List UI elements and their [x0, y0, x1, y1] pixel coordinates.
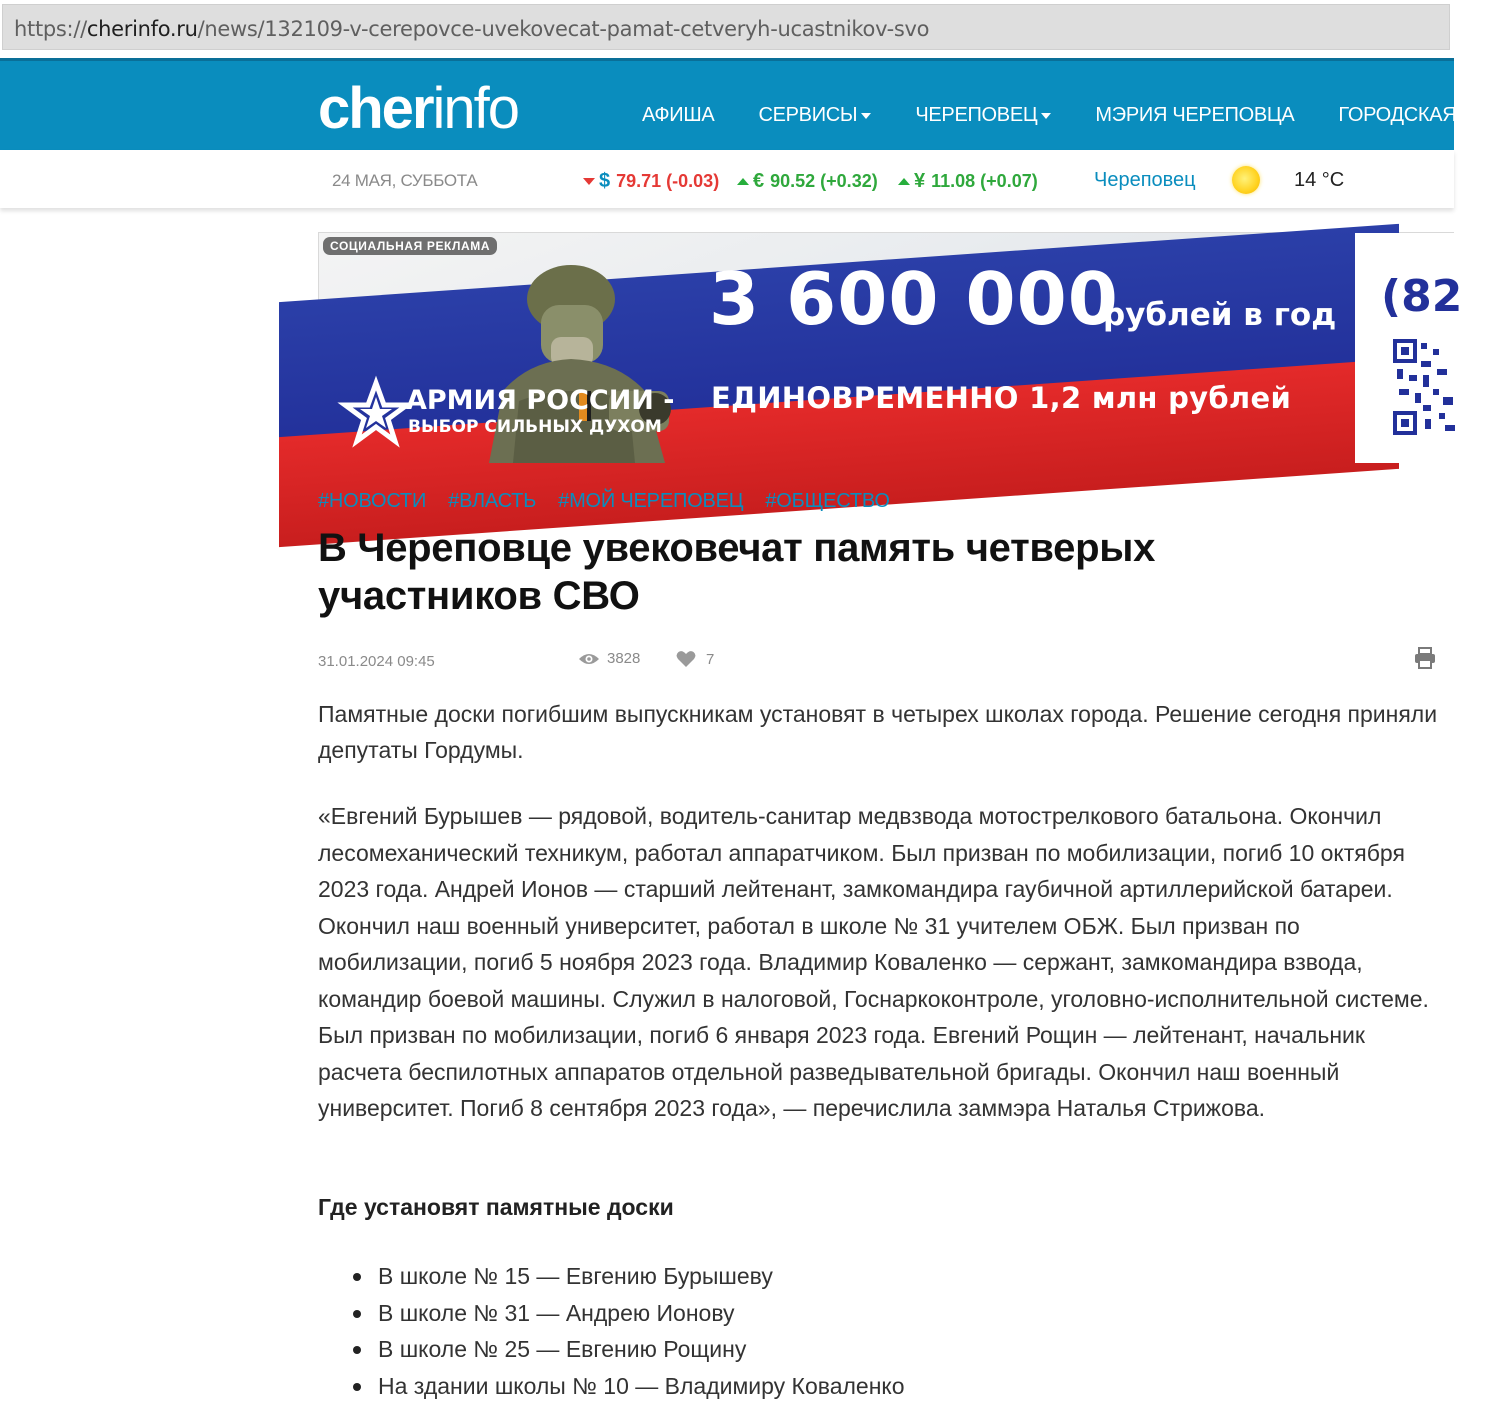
site-header [0, 58, 1457, 150]
rate-value: 90.52 (+0.32) [770, 171, 878, 191]
star-icon [344, 381, 408, 441]
ad-once-label: ЕДИНОВРЕМЕННО [711, 381, 1019, 415]
bullet-icon [353, 1310, 361, 1318]
like-button[interactable] [676, 650, 714, 668]
caret-down-icon [861, 113, 871, 119]
list-item-text: На здании школы № 10 — Владимиру Коваленко [378, 1372, 905, 1399]
trend-down-icon [583, 178, 595, 185]
ad-banner[interactable] [318, 232, 1463, 462]
bullet-icon [353, 1273, 361, 1281]
nav-item-city-hall[interactable] [1095, 104, 1294, 127]
plaque-list [318, 1258, 905, 1404]
ad-amount: 3 600 000 [709, 257, 1119, 341]
main-nav [642, 104, 1500, 127]
list-item [318, 1368, 905, 1405]
rate-value: 79.71 (-0.03) [616, 171, 720, 191]
sun-icon [1232, 166, 1260, 194]
current-date: 24 МАЯ, СУББОТА [332, 171, 478, 190]
nav-label: АФИША [642, 104, 715, 126]
views-value: 3828 [607, 650, 641, 667]
tag-link[interactable]: #НОВОСТИ [318, 490, 427, 512]
view-count [578, 650, 640, 667]
list-item-text: В школе № 15 — Евгению Бурышеву [378, 1263, 773, 1289]
url-text[interactable] [14, 17, 929, 41]
bullet-icon [353, 1383, 361, 1391]
likes-value: 7 [706, 650, 715, 668]
ad-once-value: 1,2 млн рублей [1029, 381, 1292, 415]
address-bar[interactable] [2, 4, 1450, 50]
eur-rate [737, 170, 878, 193]
heart-icon [676, 650, 696, 668]
tag-link[interactable]: #МОЙ ЧЕРЕПОВЕЦ [558, 490, 744, 512]
print-icon[interactable] [1414, 647, 1436, 669]
nav-label: СЕРВИСЫ [758, 104, 858, 126]
logo-bold-part: cher [318, 76, 433, 141]
ad-phone: (82 [1381, 271, 1463, 322]
trend-up-icon [898, 178, 910, 185]
bullet-icon [353, 1346, 361, 1354]
article-title: В Череповце увековечат память четверых участников СВО [318, 526, 1156, 618]
nav-label: ГОРОДСКАЯ [1338, 104, 1457, 126]
currency-symbol: € [753, 170, 765, 192]
ad-badge: СОЦИАЛЬНАЯ РЕКЛАМА [323, 237, 497, 255]
list-item-text: В школе № 31 — Андрею Ионову [378, 1299, 735, 1326]
logo-light-part: info [432, 76, 519, 141]
url-path: /news/132109-v-cerepovce-uvekovecat-pamat-cetveryh-ucastnikov-svo [197, 17, 930, 41]
nav-item-afisha[interactable] [642, 104, 714, 127]
usd-rate [583, 170, 719, 193]
nav-item-city[interactable] [1338, 104, 1456, 127]
trend-up-icon [737, 178, 749, 185]
article-lead: Памятные доски погибшим выпускникам установят в четырех школах города. Решение сегодня приняли депутаты Гордумы. [318, 701, 1438, 763]
nav-item-services[interactable] [758, 104, 871, 127]
article-tags [318, 490, 912, 513]
tag-link[interactable]: #ОБЩЕСТВО [765, 490, 890, 512]
city-link[interactable]: Череповец [1094, 169, 1196, 191]
army-line1: АРМИЯ РОССИИ - [406, 385, 675, 416]
url-host: cherinfo.ru [86, 17, 198, 41]
info-bar [0, 150, 1454, 208]
nav-label: ЧЕРЕПОВЕЦ [915, 104, 1038, 126]
caret-down-icon [1041, 113, 1051, 119]
url-scheme: https:// [14, 17, 87, 41]
list-item-text: В школе № 25 — Евгению Рощину [378, 1336, 747, 1362]
cny-rate [898, 170, 1038, 193]
eye-icon [578, 652, 600, 666]
army-line2: ВЫБОР СИЛЬНЫХ ДУХОМ [408, 417, 662, 437]
ad-per-year: рублей в год [1103, 297, 1337, 333]
site-logo[interactable] [318, 77, 518, 141]
qr-code-icon [1393, 339, 1459, 435]
article-datetime: 31.01.2024 09:45 [318, 653, 435, 670]
currency-symbol: $ [599, 170, 611, 192]
ad-once [711, 381, 1291, 415]
temperature: 14 °C [1294, 169, 1345, 191]
rate-value: 11.08 (+0.07) [931, 171, 1038, 191]
tag-link[interactable]: #ВЛАСТЬ [448, 490, 537, 512]
nav-item-cherepovets[interactable] [915, 104, 1051, 127]
nav-label: МЭРИЯ ЧЕРЕПОВЦА [1095, 104, 1295, 126]
article-quote: «Евгений Бурышев — рядовой, водитель-санитар медвзвода мотострелкового батальона. Окончил лесомеханический техникум, работал аппаратчиком. Был призван по мобилизации, погиб 10 октября 2023 года. Андрей Ионов — старший лейтенант, замкомандира гаубичной артиллерийской батареи. Окончил наш военный университет, работал в школе № 31 учителем ОБЖ. Был призван по мобилизации, погиб 5 ноября 2023 года. Владимир Коваленко — сержант, замкомандира взвода, командир боевой машины. Служил в налоговой, Госнаркоконтроле, уголовно-исполнительной системе. Был призван по мобилизации, погиб 6 января 2023 года. Евгений Рощин — лейтенант, начальник расчета беспилотных аппаратов отдельной разведывательной бригады. Окончил наш военный университет. Погиб 8 сентября 2023 года», — перечислила заммэра Наталья Стрижова. [318, 803, 1429, 1121]
article-subhead: Где установят памятные доски [318, 1194, 674, 1220]
currency-symbol: ¥ [914, 170, 926, 192]
list-item [318, 1258, 905, 1295]
list-item [318, 1295, 905, 1332]
list-item [318, 1331, 905, 1368]
